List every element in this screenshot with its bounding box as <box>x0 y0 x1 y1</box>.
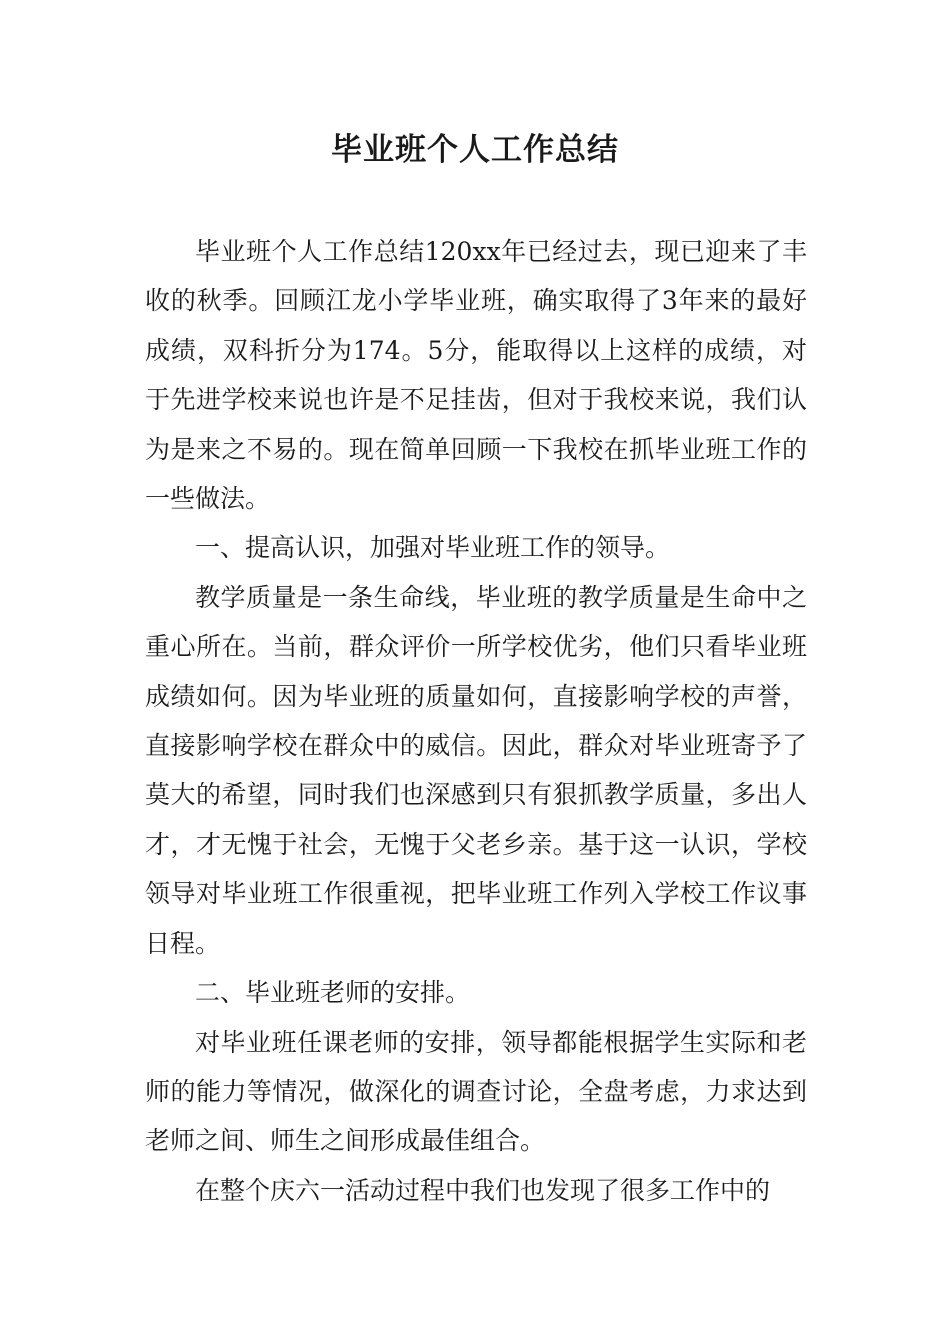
section-heading-1: 一、提高认识，加强对毕业班工作的领导。 <box>195 533 671 563</box>
document-title: 毕业班个人工作总结 <box>331 132 619 168</box>
section-heading-2: 二、毕业班老师的安排。 <box>195 978 471 1008</box>
paragraph-continued: 在整个庆六一活动过程中我们也发现了很多工作中的 <box>195 1175 771 1205</box>
paragraph-intro: 毕业班个人工作总结120xx年已经过去，现已迎来了丰收的秋季。回顾江龙小学毕业班，确实取得了3年来的最好成绩，双科折分为174。5分，能取得以上这样的成绩，对于先进学校来说也许是不足挂齿，但对于我校来说，我们认为是来之不易的。现在简单回顾一下我校在抓毕业班工作的一些做法。 <box>145 237 807 514</box>
paragraph-section-1: 教学质量是一条生命线，毕业班的教学质量是生命中之重心所在。当前，群众评价一所学校优劣，他们只看毕业班成绩如何。因为毕业班的质量如何，直接影响学校的声誉，直接影响学校在群众中的威信。因此，群众对毕业班寄予了莫大的希望，同时我们也深感到只有狠抓教学质量，多出人才，才无愧于社会，无愧于父老乡亲。基于这一认识，学校领导对毕业班工作很重视，把毕业班工作列入学校工作议事日程。 <box>145 582 807 958</box>
document-body <box>145 227 807 1215</box>
paragraph-section-2: 对毕业班任课老师的安排，领导都能根据学生实际和老师的能力等情况，做深化的调查讨论，全盘考虑，力求达到老师之间、师生之间形成最佳组合。 <box>145 1027 807 1156</box>
